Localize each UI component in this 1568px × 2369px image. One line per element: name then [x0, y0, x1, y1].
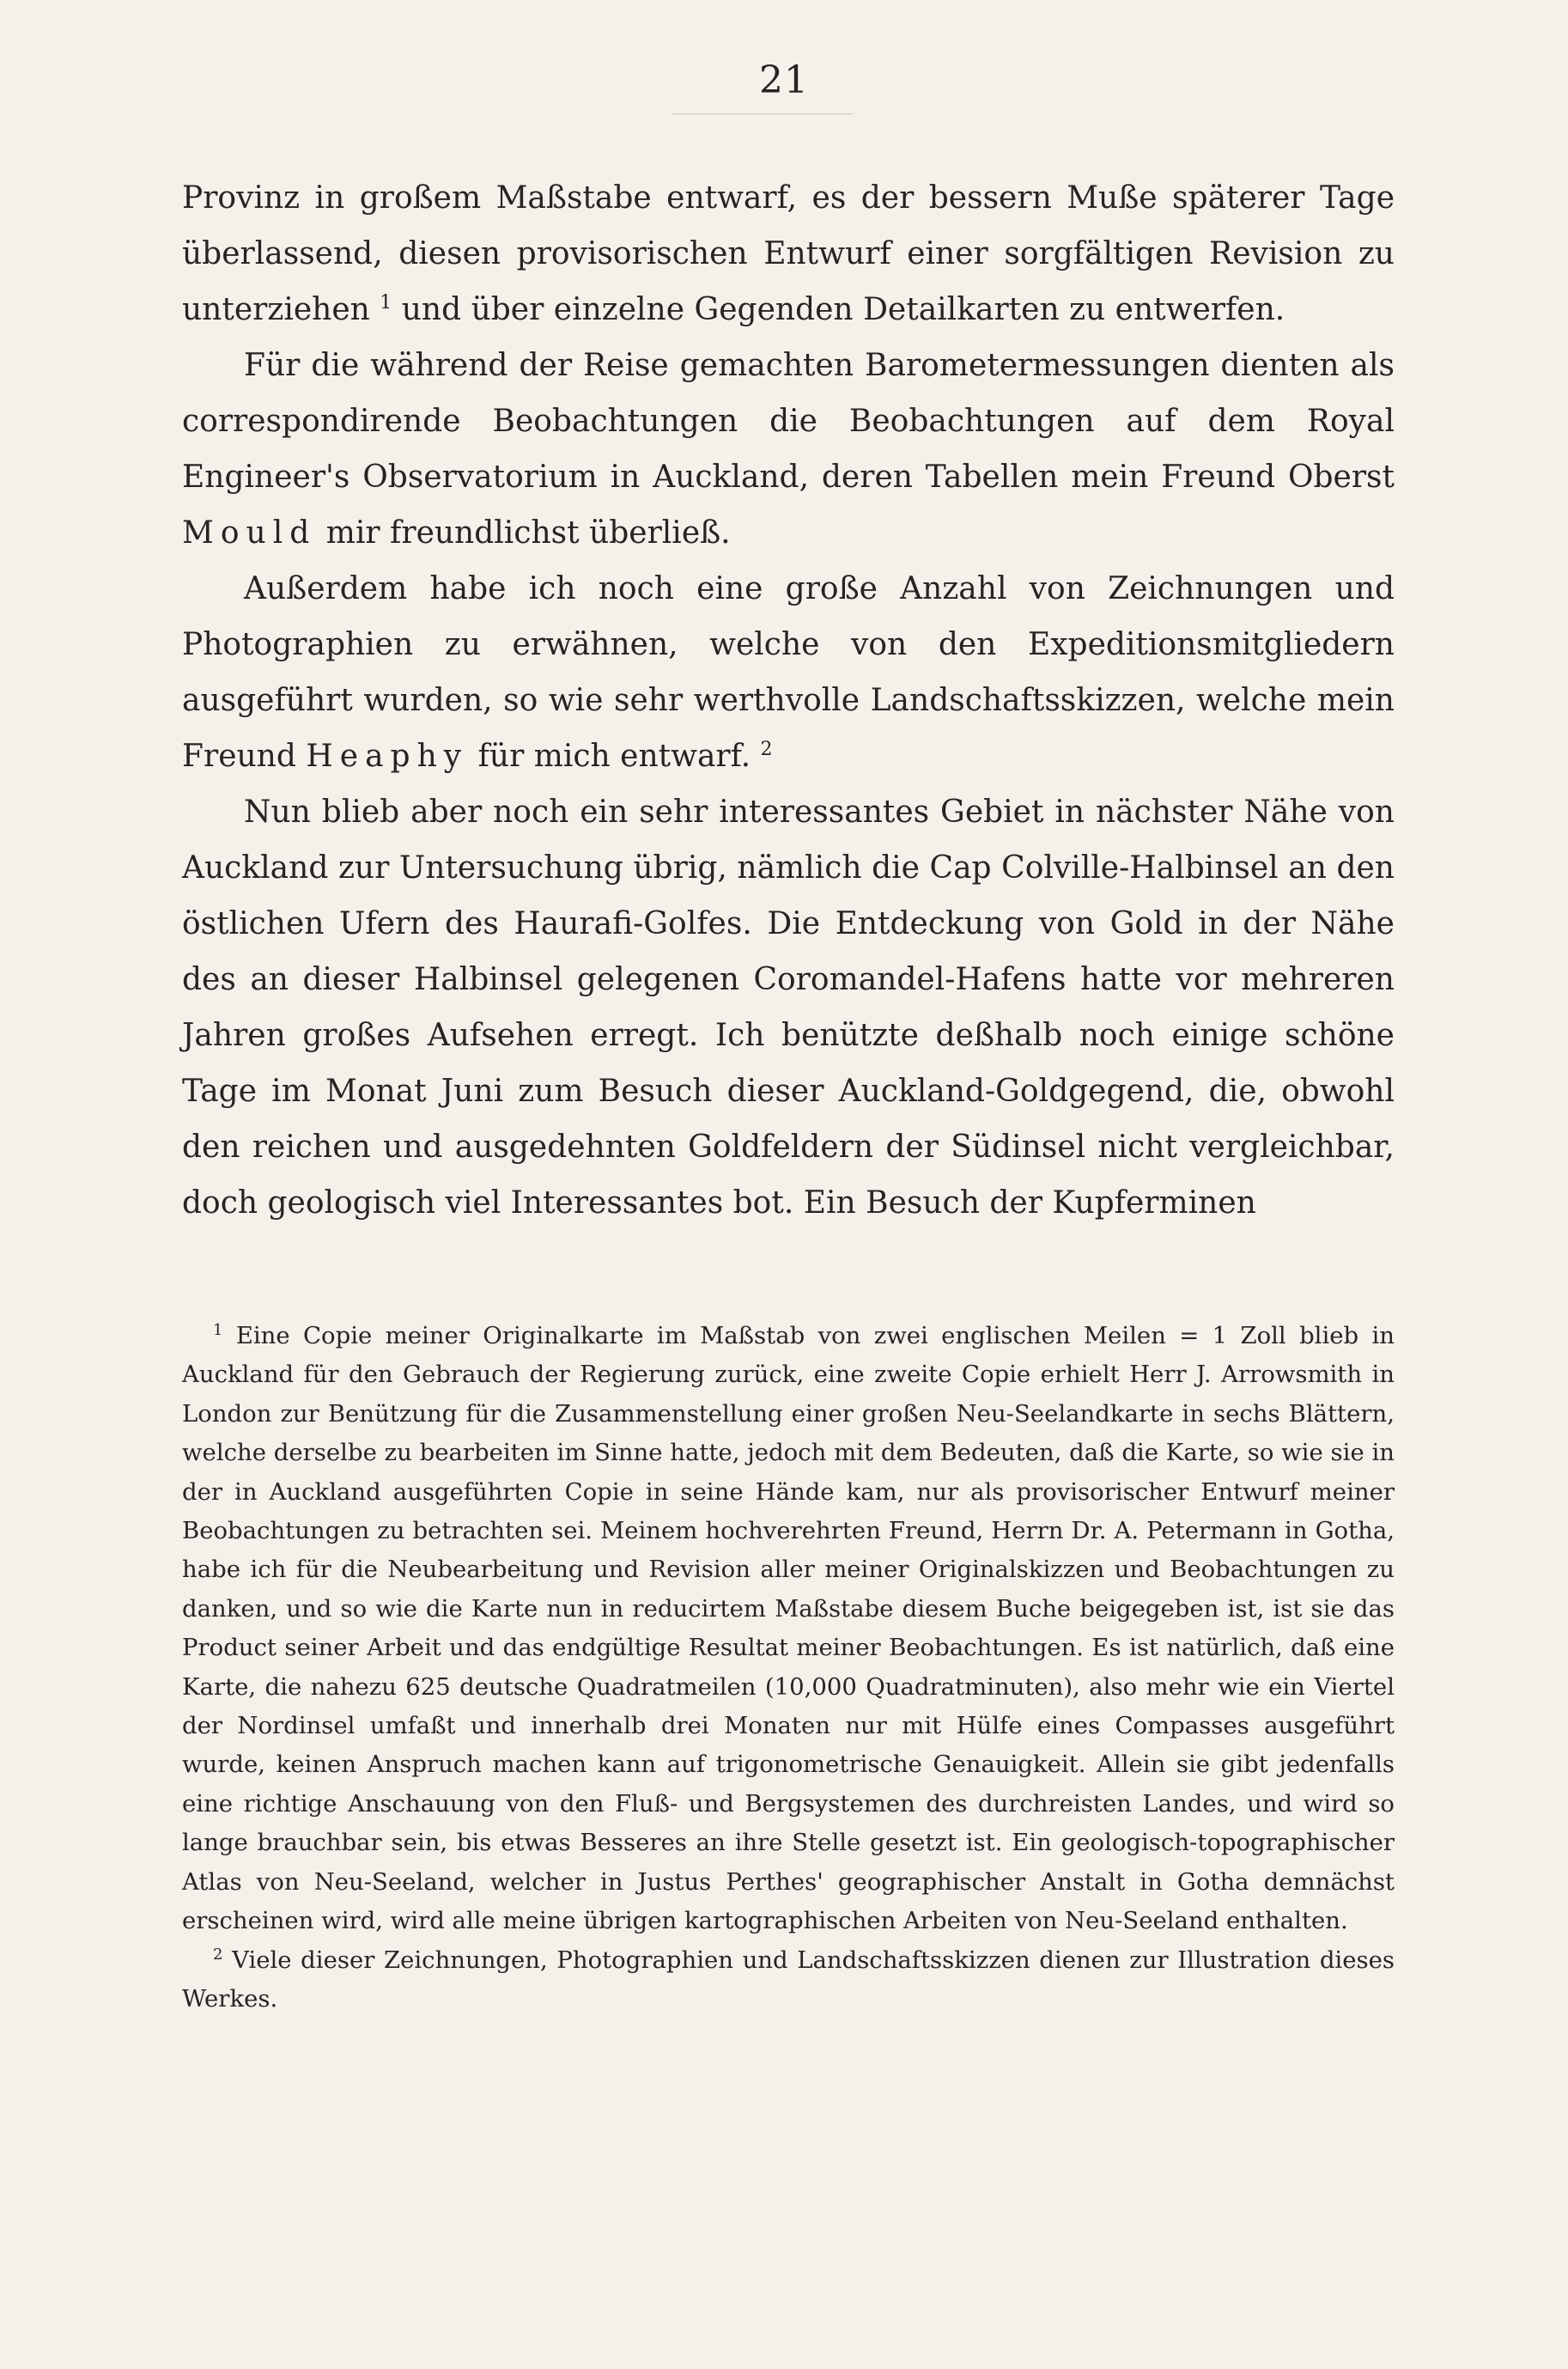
name-mould: Mould: [182, 515, 317, 551]
paragraph-2: [182, 338, 1395, 561]
footnote-2: [182, 1941, 1395, 2019]
page-number: 21: [759, 58, 809, 102]
footnote-1: [182, 1317, 1395, 1941]
footnote-2-mark: 2: [213, 1945, 223, 1964]
footnote-2-text: Viele dieser Zeichnungen, Photographien und Landschaftsskizzen dienen zur Illustration dieses Werkes.: [182, 1946, 1395, 2013]
paragraph-3: [182, 561, 1395, 784]
paragraph-4: Nun blieb aber noch ein sehr interessantes Gebiet in nächster Nähe von Auckland zur Untersuchung übrig, nämlich die Cap Colville-Halbinsel an den östlichen Ufern des Haurafi-Golfes. Die Entdeckung von Gold in der Nähe des an dieser Halbinsel gelegenen Coromandel-Hafens hatte vor mehreren Jahren großes Aufsehen erregt. Ich benützte deßhalb noch einige schöne Tage im Monat Juni zum Besuch dieser Auckland-Goldgegend, die, obwohl den reichen und ausgedehnten Goldfeldern der Südinsel nicht vergleichbar, doch geologisch viel Interessantes bot. Ein Besuch der Kupferminen: [182, 795, 1395, 1221]
paragraph-1-text: Provinz in großem Maßstabe entwarf, es der bessern Muße späterer Tage überlassend, diesen provisorischen Entwurf einer sorgfältigen Revision zu unterziehen: [182, 180, 1395, 327]
header-rule: [672, 113, 853, 114]
paragraph-2-end: mir freundlichst überließ.: [325, 515, 731, 551]
paragraph-1: [182, 170, 1395, 338]
footnote-ref-1: 1: [380, 292, 392, 314]
paragraph-1-end: und über einzelne Gegenden Detailkarten zu entwerfen.: [401, 292, 1285, 327]
paragraph-3-end: für mich entwarf.: [477, 739, 751, 774]
main-text: [182, 170, 1395, 1231]
footnote-1-mark: 1: [213, 1320, 223, 1339]
name-heaphy: Heaphy: [306, 739, 469, 774]
paragraph-2-text: Für die während der Reise gemachten Barometermessungen dienten als correspondirende Beobachtungen die Beobachtungen auf dem Royal Engineer's Observatorium in Auckland, deren Tabellen mein Freund Oberst: [182, 348, 1395, 495]
footnote-1-text: Eine Copie meiner Originalkarte im Maßstab von zwei englischen Meilen = 1 Zoll blieb in Auckland für den Gebrauch der Regierung zurück, eine zweite Copie erhielt Herr J. Arrowsmith in London zur Benützung für die Zusammenstellung einer großen Neu-Seelandkarte in sechs Blättern, welche derselbe zu bearbeiten im Sinne hatte, jedoch mit dem Bedeuten, daß die Karte, so wie sie in der in Auckland ausgeführten Copie in seine Hände kam, nur als provisorischer Entwurf meiner Beobachtungen zu betrachten sei. Meinem hochverehrten Freund, Herrn Dr. A. Petermann in Gotha, habe ich für die Neubearbeitung und Revision aller meiner Originalskizzen und Beobachtungen zu danken, und so wie die Karte nun in reducirtem Maßstabe diesem Buche beigegeben ist, ist sie das Product seiner Arbeit und das endgültige Resultat meiner Beobachtungen. Es ist natürlich, daß eine Karte, die nahezu 625 deutsche Quadratmeilen (10,000 Quadratminuten), also mehr wie ein Viertel der Nordinsel umfaßt und innerhalb drei Monaten nur mit Hülfe eines Compasses ausgeführt wurde, keinen Anspruch machen kann auf trigonometrische Genauigkeit. Allein sie gibt jedenfalls eine richtige Anschauung von den Fluß- und Bergsystemen des durchreisten Landes, und wird so lange brauchbar sein, bis etwas Besseres an ihre Stelle gesetzt ist. Ein geologisch-topographischer Atlas von Neu-Seeland, welcher in Justus Perthes' geographischer Anstalt in Gotha demnächst erscheinen wird, wird alle meine übrigen kartographischen Arbeiten von Neu-Seeland enthalten.: [182, 1322, 1395, 1935]
paragraph-3-text: Außerdem habe ich noch eine große Anzahl von Zeichnungen und Photographien zu erwähnen, welche von den Expeditionsmitgliedern ausgeführt wurden, so wie sehr werthvolle Landschaftsskizzen, welche mein Freund: [182, 571, 1395, 774]
footnotes: [182, 1317, 1395, 2019]
footnote-ref-2: 2: [760, 739, 773, 760]
